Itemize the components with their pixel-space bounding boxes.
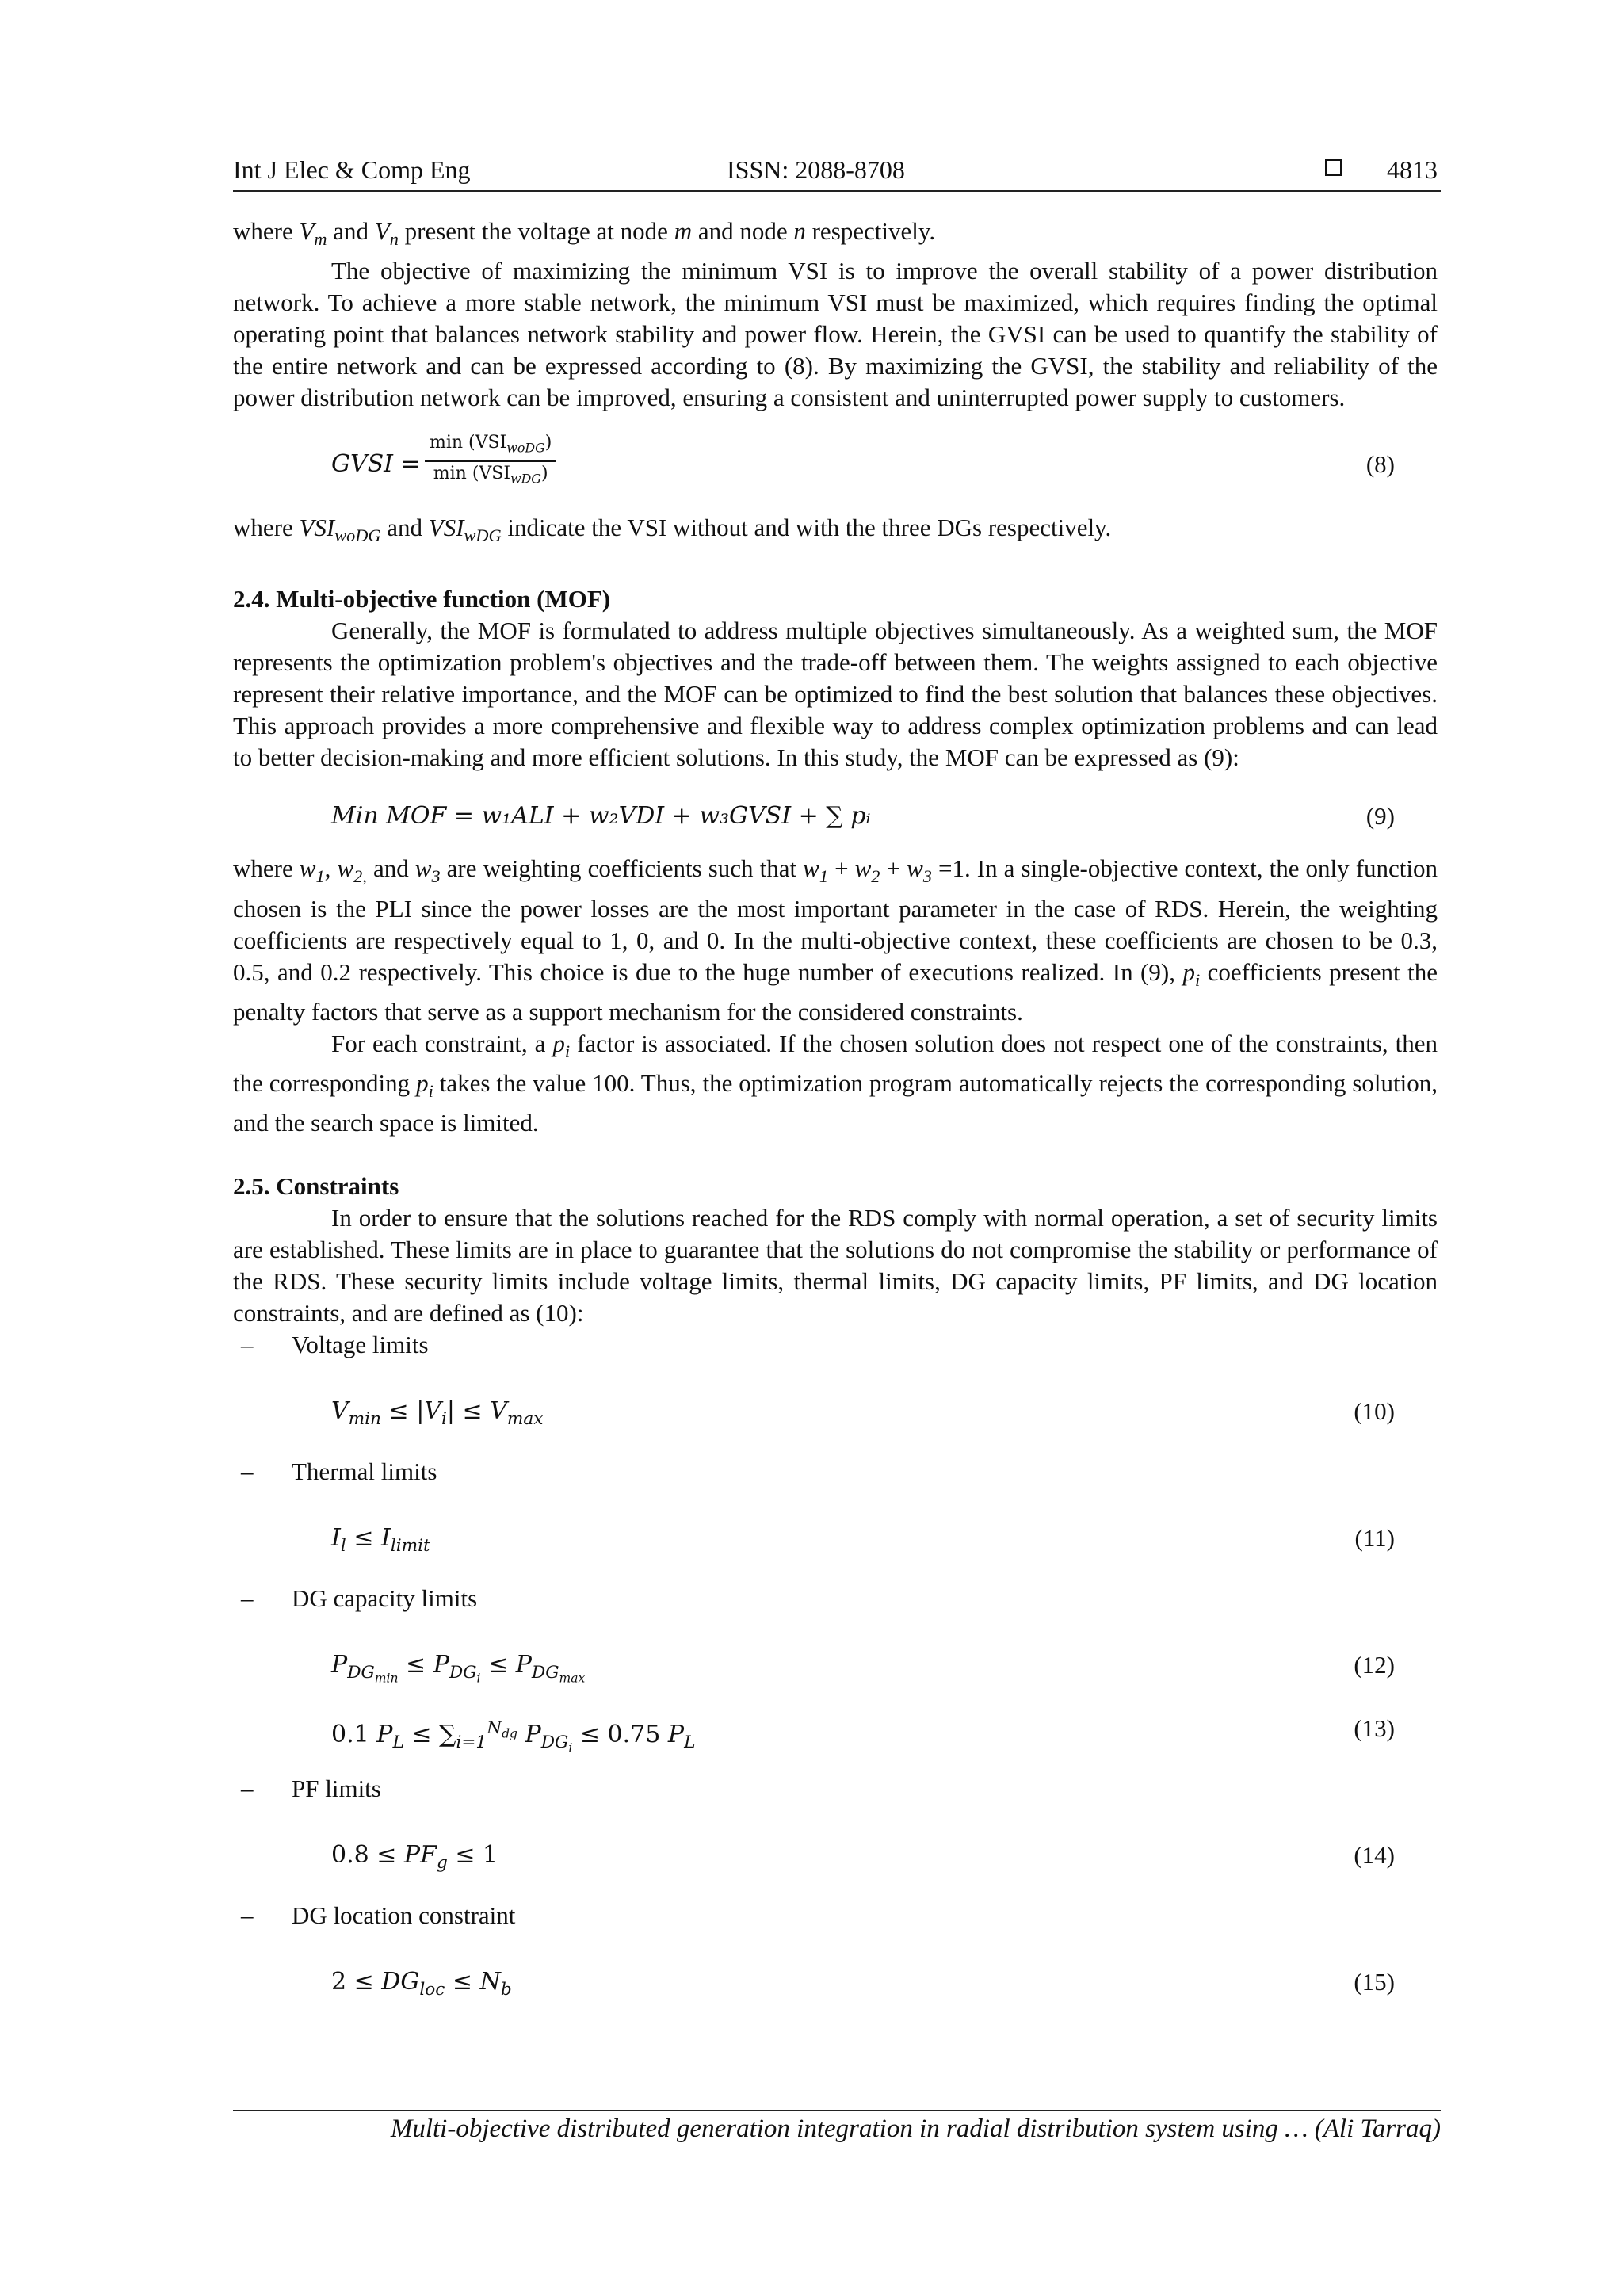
running-header bbox=[233, 155, 1441, 192]
bullet-dg-capacity-limits: – DG capacity limits bbox=[241, 1584, 478, 1613]
eq13-number: (13) bbox=[1354, 1714, 1395, 1743]
equation-10 bbox=[331, 1385, 1438, 1432]
eq11-number: (11) bbox=[1354, 1524, 1395, 1553]
eq15-body: $2 \le DG_{loc} \le N_b$ bbox=[331, 1968, 512, 2000]
bullet-voltage-limits: – Voltage limits bbox=[241, 1331, 429, 1359]
section-heading-2-5: 2.5. Constraints bbox=[233, 1172, 399, 1201]
eq9-number: (9) bbox=[1365, 802, 1395, 831]
eq8-number: (8) bbox=[1365, 450, 1395, 479]
eq14-body: $0.8 \le PF_g \le 1$ bbox=[331, 1841, 498, 1874]
eq8-fraction: $\min (VSI_{woDG})$ $\min (VSI_{wDG})$ bbox=[425, 431, 556, 491]
equation-9 bbox=[331, 789, 1438, 837]
eq12-number: (12) bbox=[1354, 1651, 1395, 1679]
paragraph-penalty: For each constraint, a $p_i$ factor is associated. If the chosen solution does not respect one of the constraints, then the corresponding $p_i$ takes the value 100. Thus, the optimization program automatically rejects the corresponding solution, and the search space is limited. bbox=[233, 1029, 1438, 1137]
body-text bbox=[233, 216, 1438, 2003]
equation-14 bbox=[331, 1828, 1438, 1876]
bullet-pf-limits: – PF limits bbox=[241, 1775, 381, 1803]
eq14-number: (14) bbox=[1354, 1841, 1395, 1870]
paragraph-weights: where $w_1$, $w_{2,}$ and $w_3$ are weighting coefficients such that $w_1 + w_2 + w_3 =1$. In a single-objective context, the only function chosen is the PLI since the power losses are the most important parameter in the case of RDS. Herein, the weighting coefficients are respectively equal to 1, 0, and 0. In the multi-objective context, these coefficients are chosen to be 0.3, 0.5, and 0.2 respectively. This choice is due to the huge number of executions realized. In (9), $p_i$ coefficients present the penalty factors that serve as a support mechanism for the considered constraints. bbox=[233, 854, 1438, 1026]
equation-12 bbox=[331, 1638, 1438, 1686]
eq15-number: (15) bbox=[1354, 1968, 1395, 1996]
intro-line: where $V_m$ and $V_n$ present the voltage at node m and node n respectively. bbox=[233, 217, 936, 250]
equation-13 bbox=[331, 1702, 1438, 1755]
eq12-body: $P_{DG_{min}} \le P_{DG_i} \le P_{DG_{max}}$ bbox=[331, 1651, 586, 1686]
equation-15 bbox=[331, 1955, 1438, 2003]
equation-11 bbox=[331, 1511, 1438, 1559]
square-icon bbox=[1325, 159, 1342, 176]
eq9-body: Min MOF = w₁ALI + w₂VDI + w₃GVSI + ∑ pᵢ bbox=[331, 802, 871, 831]
eq11-body: $I_l \le I_{limit}$ bbox=[331, 1524, 430, 1557]
paragraph-constraints: In order to ensure that the solutions reached for the RDS comply with normal operation, a set of security limits are established. These limits are in place to guarantee that the solutions do not compromise the stability or performance of the RDS. These security limits include voltage limits, thermal limits, DG capacity limits, PF limits, and DG location constraints, and are defined as (10): bbox=[233, 1204, 1438, 1328]
eq10-number: (10) bbox=[1354, 1397, 1395, 1426]
issn: ISSN: 2088-8708 bbox=[727, 155, 905, 184]
eq13-body: 0.1 $P_L \le \sum_{i=1}^{N_{dg}}$ $P_{DG_i} \le 0.75$ $P_L$ bbox=[331, 1718, 696, 1755]
page-number: 4813 bbox=[1387, 155, 1438, 184]
journal-name: Int J Elec & Comp Eng bbox=[233, 155, 471, 184]
bullet-thermal-limits: – Thermal limits bbox=[241, 1457, 437, 1486]
equation-8 bbox=[331, 433, 1438, 488]
eq8-explanation: where $VSI_{woDG}$ and $VSI_{wDG}$ indicate the VSI without and with the three DGs respectively. bbox=[233, 514, 1112, 546]
running-footer: Multi-objective distributed generation integration in radial distribution system using … (Ali Tarraq) bbox=[390, 2115, 1441, 2143]
bullet-dg-location-constraint: – DG location constraint bbox=[241, 1901, 516, 1930]
section-heading-2-4: 2.4. Multi-objective function (MOF) bbox=[233, 585, 611, 613]
paragraph-gvsi: The objective of maximizing the minimum VSI is to improve the overall stability of a power distribution network. To achieve a more stable network, the minimum VSI must be maximized, which requires finding the optimal operating point that balances network stability and power flow. Herein, the GVSI can be used to quantify the stability of the entire network and can be expressed according to (8). By maximizing the GVSI, the stability and reliability of the power distribution network can be improved, ensuring a consistent and uninterrupted power supply to customers. bbox=[233, 257, 1438, 412]
footer-rule bbox=[233, 2110, 1441, 2111]
paragraph-mof: Generally, the MOF is formulated to address multiple objectives simultaneously. As a weighted sum, the MOF represents the optimization problem's objectives and the trade-off between them. The weights assigned to each objective represent their relative importance, and the MOF can be optimized to find the best solution that balances these objectives. This approach provides a more comprehensive and flexible way to address complex optimization problems and can lead to better decision-making and more efficient solutions. In this study, the MOF can be expressed as (9): bbox=[233, 617, 1438, 772]
eq10-body: $V_{min} \le |V_i| \le V_{max}$ bbox=[331, 1397, 544, 1430]
eq8-lhs: GVSI = bbox=[331, 450, 421, 479]
